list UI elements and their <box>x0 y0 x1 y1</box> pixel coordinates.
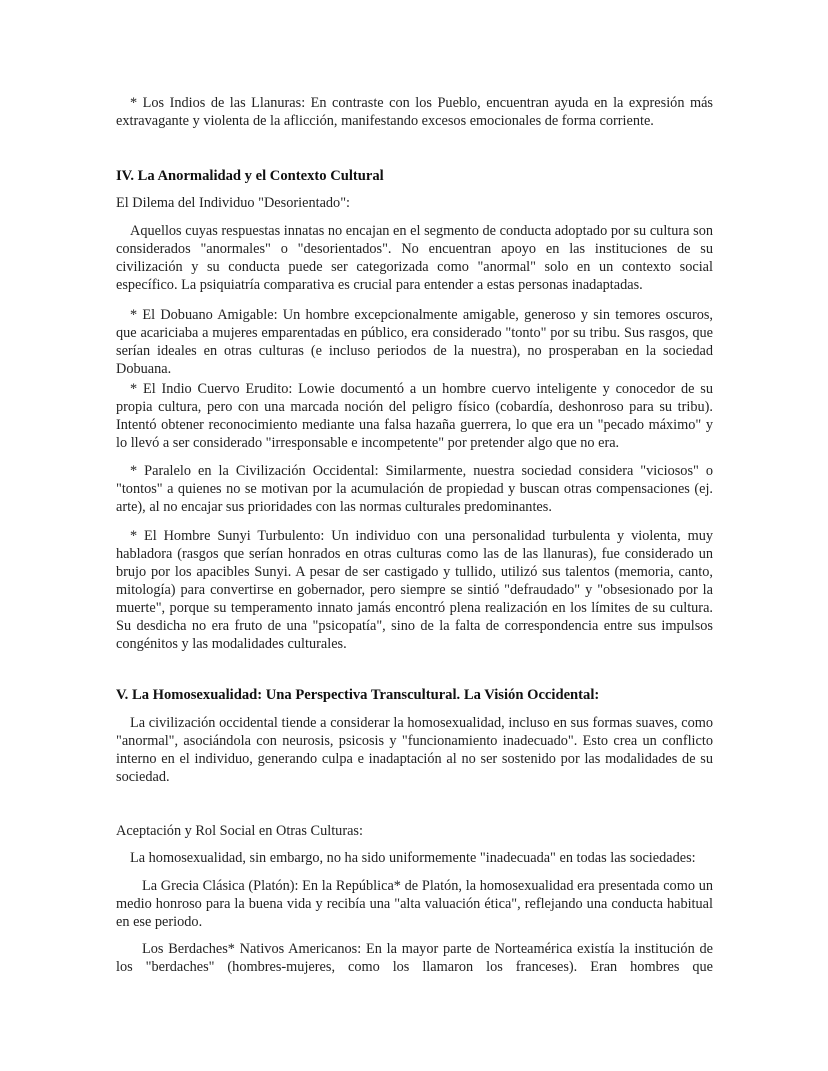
paragraph-cuervo: * El Indio Cuervo Erudito: Lowie documentó a un hombre cuervo inteligente y conocedor de su propia cultura, pero con una marcada noción del peligro físico (cobardía, deshonroso para su tribu). Intentó obtener reconocimiento mediante una falsa hazaña guerrera, lo que era un "pecado máximo" y lo llevó a ser considerado "irresponsable e incompetente" por pretender algo que no era. <box>116 381 713 451</box>
section-4-subtitle <box>116 194 713 212</box>
paragraph-civilizacion: La civilización occidental tiende a considerar la homosexualidad, incluso en sus formas suaves, como "anormal", asociándola con neurosis, psicosis y "funcionamiento inadecuado". Esto crea un conflicto interno en el individuo, generando culpa e inadaptación al no ser sostenido por las modalidades de su sociedad. <box>116 715 713 785</box>
bullet-cuervo <box>116 380 713 452</box>
section-title: V. La Homosexualidad: Una Perspectiva Transcultural. La Visión Occidental: <box>116 687 600 703</box>
subtitle-aceptacion-block <box>116 822 713 840</box>
paragraph-dobuano: * El Dobuano Amigable: Un hombre excepcionalmente amigable, generoso y sin temores oscuros, que acariciaba a mujeres emparentadas en público, era considerado "tonto" por su tribu. Sus rasgos, que serían ideales en otras culturas (e incluso periodos de la nuestra), no prosperaban en la sociedad Dobuana. <box>116 307 713 377</box>
paragraph-paralelo: * Paralelo en la Civilización Occidental: Similarmente, nuestra sociedad considera "viciosos" o "tontos" a quienes no se motivan por la acumulación de propiedad y buscan otras compensaciones (ej. arte), al no encajar sus prioridades con las normas culturales predominantes. <box>116 463 713 515</box>
paragraph-homosexualidad-block <box>116 849 713 867</box>
paragraph-llanuras: * Los Indios de las Llanuras: En contraste con los Pueblo, encuentran ayuda en la expresión más extravagante y violenta de la aflicción, manifestando excesos emocionales de forma corriente. <box>116 95 713 129</box>
subtitle: El Dilema del Individuo "Desorientado": <box>116 195 351 211</box>
paragraph-civilizacion-block <box>116 714 713 786</box>
paragraph-berdaches-block <box>116 940 713 976</box>
section-title: IV. La Anormalidad y el Contexto Cultural <box>116 168 384 184</box>
paragraph-sunyi: * El Hombre Sunyi Turbulento: Un individuo con una personalidad turbulenta y violenta, muy habladora (rasgos que serían honrados en otras culturas como las de las llanuras), fue considerado un brujo por los apacibles Sunyi. A pesar de ser castigado y tullido, utilizó sus talentos (memoria, canto, mitología) para convertirse en gobernador, pero siempre se sintió "defraudado" y "obsesionado por la muerte", porque su temperamento innato jamás encontró plena realización en los límites de su cultura. Su desdicha no era fruto de una "psicopatía", sino de la falta de correspondencia entre sus impulsos congénitos y las modalidades culturales. <box>116 528 713 652</box>
paragraph-grecia: La Grecia Clásica (Platón): En la República* de Platón, la homosexualidad era presentada como un medio honroso para la buena vida y recibía una "alta valuación ética", reflejando una conducta habitual en ese periodo. <box>116 878 713 930</box>
bullet-llanuras <box>116 94 713 130</box>
bullet-paralelo <box>116 462 713 516</box>
paragraph-homosexualidad: La homosexualidad, sin embargo, no ha sido uniformemente "inadecuada" en todas las sociedades: <box>130 850 696 866</box>
paragraph-grecia-block <box>116 877 713 931</box>
paragraph-aquellos: Aquellos cuyas respuestas innatas no encajan en el segmento de conducta adoptado por su cultura son considerados "anormales" o "desorientados". No encuentran apoyo en las instituciones de su civilización y su conducta puede ser categorizada como "anormal" solo en un contexto social específico. La psiquiatría comparativa es crucial para entender a estas personas inadaptadas. <box>116 223 713 293</box>
section-4-heading <box>116 167 713 185</box>
bullet-dobuano <box>116 306 713 378</box>
paragraph-aquellos-block <box>116 222 713 294</box>
bullet-sunyi <box>116 527 713 653</box>
subtitle: Aceptación y Rol Social en Otras Culturas: <box>116 823 363 839</box>
section-5-heading <box>116 686 713 704</box>
paragraph-berdaches: Los Berdaches* Nativos Americanos: En la mayor parte de Norteamérica existía la institución de los "berdaches" (hombres-mujeres, como los llamaron los franceses). Eran hombres que <box>116 941 713 975</box>
